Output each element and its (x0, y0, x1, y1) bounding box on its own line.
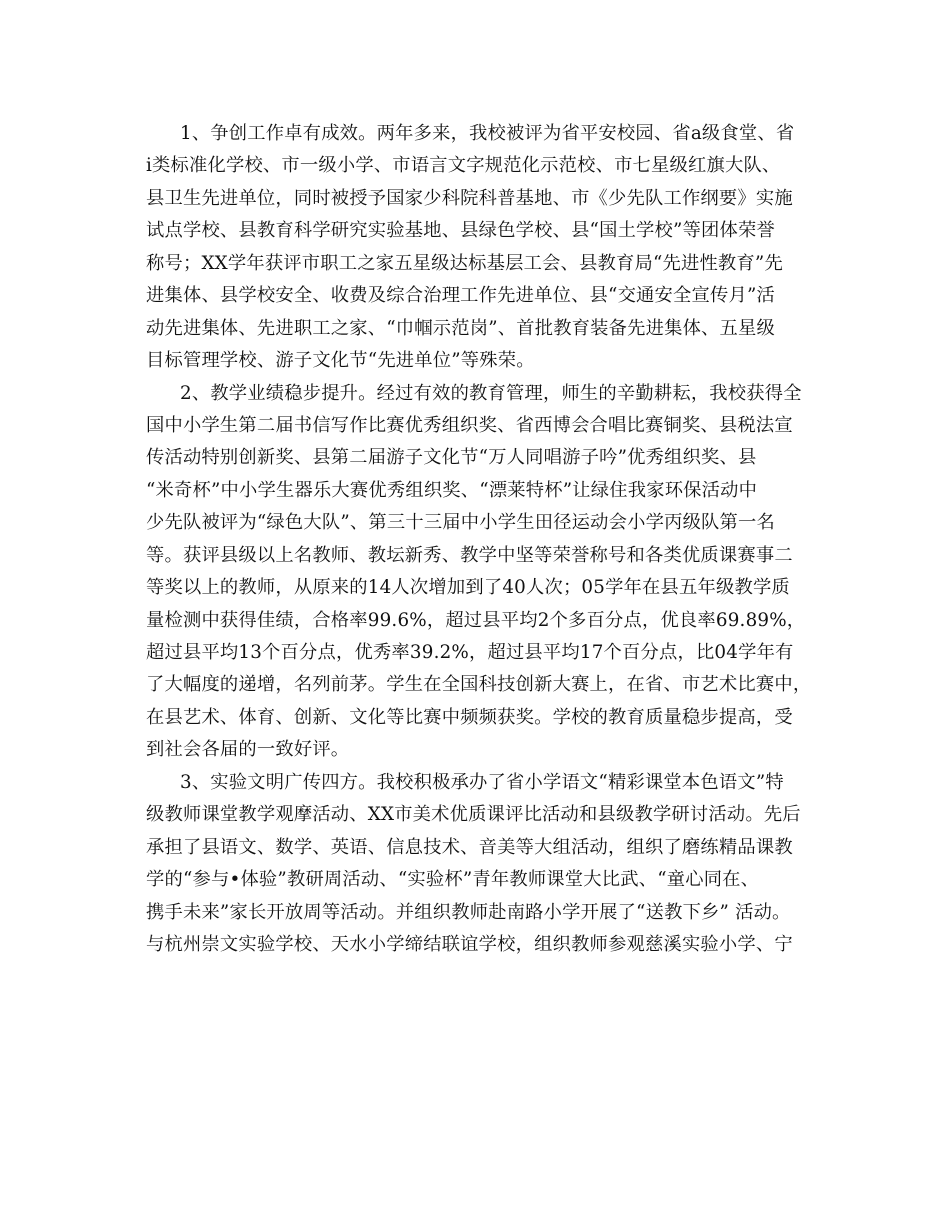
paragraph-2 (146, 378, 826, 767)
paragraph-1-line-1: 1、争创工作卓有成效。两年多来，我校被评为省平安校园、省a级食堂、省 (180, 123, 795, 144)
paragraph-2-line-2: 国中小学生第二届书信写作比赛优秀组织奖、省西博会合唱比赛铜奖、县税法宣 (146, 414, 793, 436)
paragraph-2-line-3: 传活动特别创新奖、县第二届游子文化节“万人同唱游子吟”优秀组织奖、县 (146, 447, 757, 469)
paragraph-1-line-8: 目标管理学校、游子文化节“先进单位”等殊荣。 (146, 350, 535, 372)
paragraph-3-line-2: 级教师课堂教学观摩活动、XX市美术优质课评比活动和县级教学研讨活动。先后 (146, 804, 801, 826)
paragraph-1-line-4: 试点学校、县教育科学研究实验基地、县绿色学校、县“国土学校”等团体荣誉 (146, 220, 775, 242)
paragraph-1-line-3: 县卫生先进单位，同时被授予国家少科院科普基地、市《少先队工作纲要》实施 (146, 187, 793, 209)
paragraph-1-line-5: 称号；XX学年获评市职工之家五星级达标基层工会、县教育局“先进性教育”先 (146, 252, 783, 274)
paragraph-1-line-7: 动先进集体、先进职工之家、“巾帼示范岗”、首批教育装备先进集体、五星级 (146, 317, 775, 339)
paragraph-2-line-9: 超过县平均13个百分点，优秀率39.2%，超过县平均17个百分点，比04学年有 (146, 642, 794, 663)
paragraph-2-line-1: 2、教学业绩稳步提升。经过有效的教育管理，师生的辛勤耕耘，我校获得全 (180, 382, 802, 404)
paragraph-2-line-12: 到社会各届的一致好评。 (146, 739, 350, 761)
paragraph-3-line-3: 承担了县语文、数学、英语、信息技术、音美等大组活动，组织了磨练精品课教 (146, 836, 793, 858)
paragraph-3-line-5: 携手未来”家长开放周等活动。并组织教师赴南路小学开展了“送教下乡” 活动。 (146, 901, 791, 923)
paragraph-1-line-6: 进集体、县学校安全、收费及综合治理工作先进单位、县“交通安全宣传月”活 (146, 285, 775, 307)
document-body (146, 118, 826, 961)
paragraph-3 (146, 767, 826, 962)
paragraph-3-line-4: 学的“参与•体验”教研周活动、“实验杯”青年教师课堂大比武、“童心同在、 (146, 869, 760, 891)
paragraph-2-line-4: “米奇杯”中小学生器乐大赛优秀组织奖、“漂莱特杯”让绿住我家环保活动中 (146, 479, 758, 501)
paragraph-3-line-1: 3、实验文明广传四方。我校积极承办了省小学语文“精彩课堂本色语文”特 (180, 771, 784, 793)
paragraph-2-line-5: 少先队被评为“绿色大队”、第三十三届中小学生田径运动会小学丙级队第一名 (146, 512, 775, 534)
paragraph-2-line-6: 等。获评县级以上名教师、教坛新秀、教学中坚等荣誉称号和各类优质课赛事二 (146, 544, 793, 566)
paragraph-2-line-10: 了大幅度的递增，名列前茅。学生在全国科技创新大赛上，在省、市艺术比赛中， (146, 674, 812, 696)
paragraph-3-line-6: 与杭州崇文实验学校、天水小学缔结联谊学校，组织教师参观慈溪实验小学、宁 (146, 933, 793, 955)
paragraph-2-line-8: 量检测中获得佳绩，合格率99.6%，超过县平均2个多百分点，优良率69.89%， (146, 609, 806, 631)
paragraph-1-line-2: i类标准化学校、市一级小学、市语言文字规范化示范校、市七星级红旗大队、 (146, 155, 781, 177)
paragraph-2-line-11: 在县艺术、体育、创新、文化等比赛中频频获奖。学校的教育质量稳步提高，受 (146, 706, 793, 728)
paragraph-2-line-7: 等奖以上的教师，从原来的14人次增加到了40人次；05学年在县五年级教学质 (146, 577, 790, 599)
paragraph-1 (146, 118, 826, 378)
